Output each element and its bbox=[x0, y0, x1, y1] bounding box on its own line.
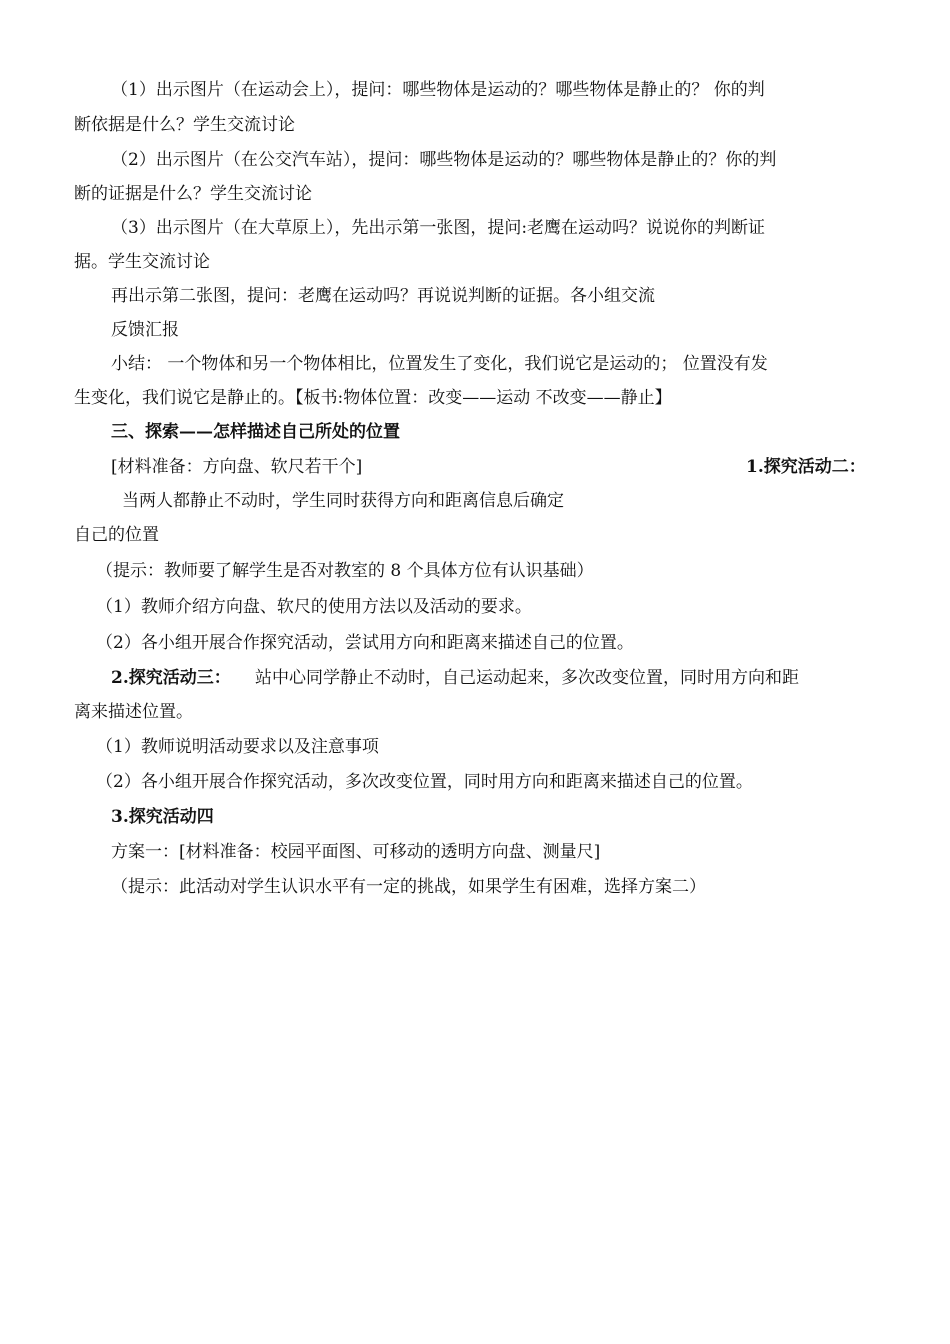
paragraph-line: （1）出示图片（在运动会上），提问：哪些物体是运动的？哪些物体是静止的？ 你的判 bbox=[111, 80, 765, 100]
activity-heading: 2.探究活动三： bbox=[111, 668, 231, 688]
paragraph-line: 离来描述位置。 bbox=[74, 702, 193, 722]
paragraph-line: 反馈汇报 bbox=[111, 320, 179, 340]
plan-line: 方案一：[材料准备：校园平面图、可移动的透明方向盘、测量尺] bbox=[111, 842, 601, 862]
paragraph-line: 站中心同学静止不动时，自己运动起来，多次改变位置，同时用方向和距 bbox=[255, 668, 799, 688]
paragraph-line: 自己的位置 bbox=[74, 525, 159, 545]
materials-note: [材料准备：方向盘、软尺若干个] bbox=[111, 457, 363, 477]
hint-line: （提示：此活动对学生认识水平有一定的挑战，如果学生有困难，选择方案二） bbox=[111, 877, 706, 897]
paragraph-line: （3）出示图片（在大草原上），先出示第一张图，提问:老鹰在运动吗？说说你的判断证 bbox=[111, 218, 766, 238]
list-item: （2）各小组开展合作探究活动，多次改变位置，同时用方向和距离来描述自己的位置。 bbox=[96, 772, 753, 792]
section-heading: 三、探索——怎样描述自己所处的位置 bbox=[111, 422, 400, 442]
activity-heading: 3.探究活动四 bbox=[111, 807, 214, 827]
paragraph-line: （2）出示图片（在公交汽车站），提问：哪些物体是运动的？哪些物体是静止的？你的判 bbox=[111, 150, 777, 170]
paragraph-line: 据。学生交流讨论 bbox=[74, 252, 210, 272]
paragraph-line: 断依据是什么？学生交流讨论 bbox=[74, 115, 295, 135]
paragraph-line: 断的证据是什么？学生交流讨论 bbox=[74, 184, 312, 204]
summary-line: 生变化，我们说它是静止的。【板书:物体位置：改变——运动 不改变——静止】 bbox=[74, 388, 672, 408]
summary-line: 小结： 一个物体和另一个物体相比，位置发生了变化，我们说它是运动的； 位置没有发 bbox=[111, 354, 768, 374]
list-item: （1）教师介绍方向盘、软尺的使用方法以及活动的要求。 bbox=[96, 597, 532, 617]
paragraph-line: 再出示第二张图，提问：老鹰在运动吗？再说说判断的证据。各小组交流 bbox=[111, 286, 655, 306]
list-item: （2）各小组开展合作探究活动，尝试用方向和距离来描述自己的位置。 bbox=[96, 633, 634, 653]
paragraph-line: 当两人都静止不动时，学生同时获得方向和距离信息后确定 bbox=[122, 491, 564, 511]
list-item: （1）教师说明活动要求以及注意事项 bbox=[96, 737, 379, 757]
hint-line: （提示：教师要了解学生是否对教室的 8 个具体方位有认识基础） bbox=[96, 561, 594, 581]
activity-heading: 1.探究活动二： bbox=[746, 457, 866, 477]
